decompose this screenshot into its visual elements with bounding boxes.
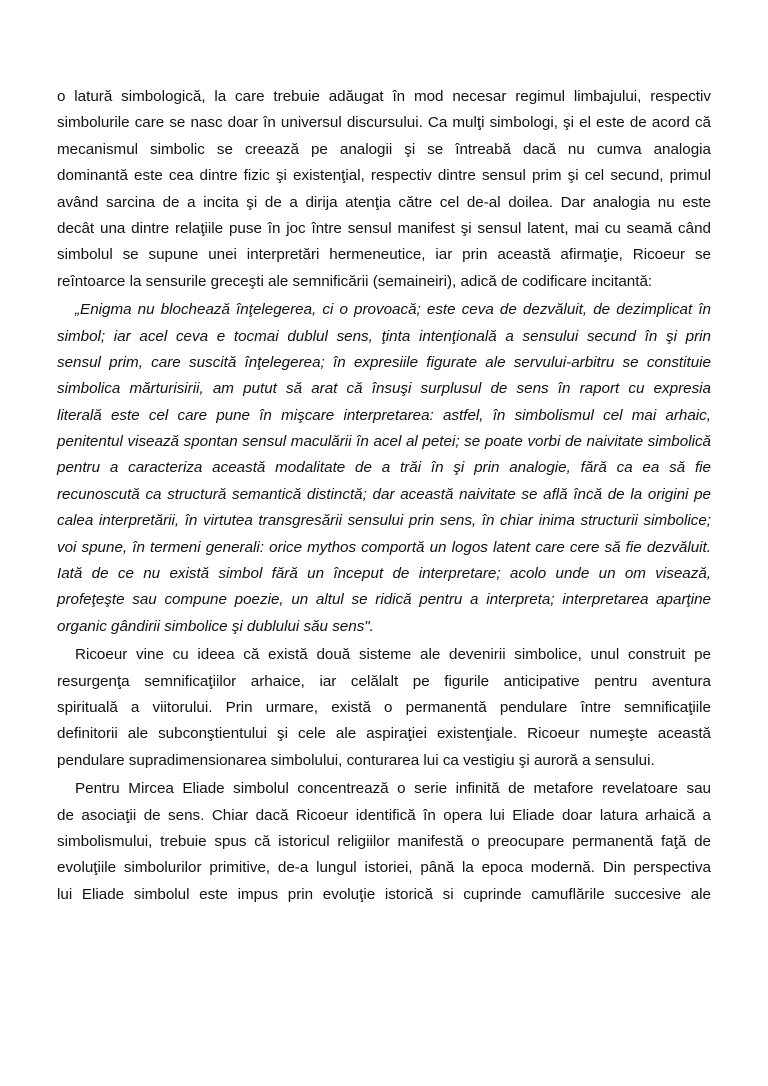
paragraph-3 [57, 776, 711, 908]
text-line: decât una dintre relaţiile puse în joc între sensul manifest şi sensul latent, mai cu seamă când [57, 219, 711, 237]
text-line: având sarcina de a incita şi de a dirija atenţia către cel de-al doilea. Dar analogia nu este [57, 193, 711, 211]
quote-line: pentru a caracteriza această modalitate de a trăi în şi prin analogie, fără ca ea să fie [57, 459, 711, 477]
text-line: de asociaţii de sens. Chiar dacă Ricoeur identifică în opera lui Eliade doar latura arhaică a [57, 806, 711, 824]
text-line: dominantă este cea dintre fizic şi existenţial, respectiv dintre sensul prim şi cel secund, primul [57, 167, 711, 185]
quote-line: penitentul visează spontan sensul maculării în acel al petei; se poate vorbi de naivitate simbolică [57, 433, 711, 451]
text-line: simbolurile care se nasc doar în universul discursului. Ca mulţi simbologi, şi el este de acord că [57, 114, 711, 132]
quote-line: organic gândirii simbolice şi dublului său sens". [57, 617, 374, 635]
quote-line: simbol; iar acel ceva e tocmai dublul sens, ţinta intenţională a sensului secund în şi prin [57, 327, 711, 345]
text-line: Ricoeur vine cu ideea că există două sisteme ale devenirii simbolice, unul construit pe [75, 646, 711, 664]
quote-line: recunoscută ca structură semantică distinctă; dar această naivitate se află încă de la origini pe [57, 485, 711, 503]
paragraph-1 [57, 84, 711, 295]
quote-line: profeţeşte sau compune poezie, un altul se ridică pentru a interpreta; interpretarea aparţine [57, 591, 711, 609]
quote-line: calea interpretării, în virtutea transgresării sensului prin sens, în chiar inima structurii simbolice; [57, 512, 711, 530]
quote-line: „Enigma nu blochează înţelegerea, ci o provoacă; este ceva de dezvăluit, de dezimplicat în [75, 301, 711, 319]
text-line: mecanismul simbolic se creează pe analogii şi se întreabă dacă nu cumva analogia [57, 140, 711, 158]
document-page [57, 84, 711, 908]
paragraph-2 [57, 642, 711, 774]
text-line: resurgenţa semnificaţiilor arhaice, iar celălalt pe figurile anticipative pentru aventura [57, 672, 711, 690]
text-line: simbolismului, trebuie spus că istoricul religiilor manifestă o preocupare permanentă faţă de [57, 832, 711, 850]
text-line: pendulare supradimensionarea simbolului, conturarea lui ca vestigiu şi auroră a sensului. [57, 751, 655, 769]
text-line: o latură simbologică, la care trebuie adăugat în mod necesar regimul limbajului, respectiv [57, 88, 711, 105]
text-line: Pentru Mircea Eliade simbolul concentrează o serie infinită de metafore revelatoare sau [75, 780, 711, 798]
quote-block [57, 297, 711, 640]
text-line: evoluţiile simbolurilor primitive, de-a lungul istoriei, până la epoca modernă. Din perspectiva [57, 859, 711, 877]
quote-line: voi spune, în termeni generali: orice mythos comportă un logos latent care cere să fie dezvăluit. [57, 538, 711, 556]
text-line: spirituală a viitorului. Prin urmare, există o permanentă pendulare între semnificaţiile [57, 698, 711, 716]
quote-line: sensul prim, care suscită înţelegerea; în expresiile figurate ale servului-arbitru se constituie [57, 353, 711, 371]
quote-line: simbolica mărturisirii, am putut să arat că însuşi surplusul de sens în raport cu expresia [57, 380, 711, 398]
text-line: reîntoarce la sensurile greceşti ale semnificării (semaineiri), adică de codificare incitantă: [57, 272, 653, 290]
text-line: lui Eliade simbolul este impus prin evoluţie istorică si cuprinde camuflările succesive ale [57, 885, 711, 903]
text-line: definitorii ale subconştientului şi cele ale aspiraţiei existenţiale. Ricoeur numeşte această [57, 725, 711, 743]
text-line: simbolul se supune unei interpretări hermeneutice, iar prin această afirmaţie, Ricoeur se [57, 246, 711, 264]
quote-line: Iată de ce nu există simbol fără un început de interpretare; acolo unde un om visează, [57, 565, 711, 583]
quote-line: literală este cel care pune în mişcare interpretarea: astfel, în simbolismul cel mai arhaic, [57, 406, 711, 424]
